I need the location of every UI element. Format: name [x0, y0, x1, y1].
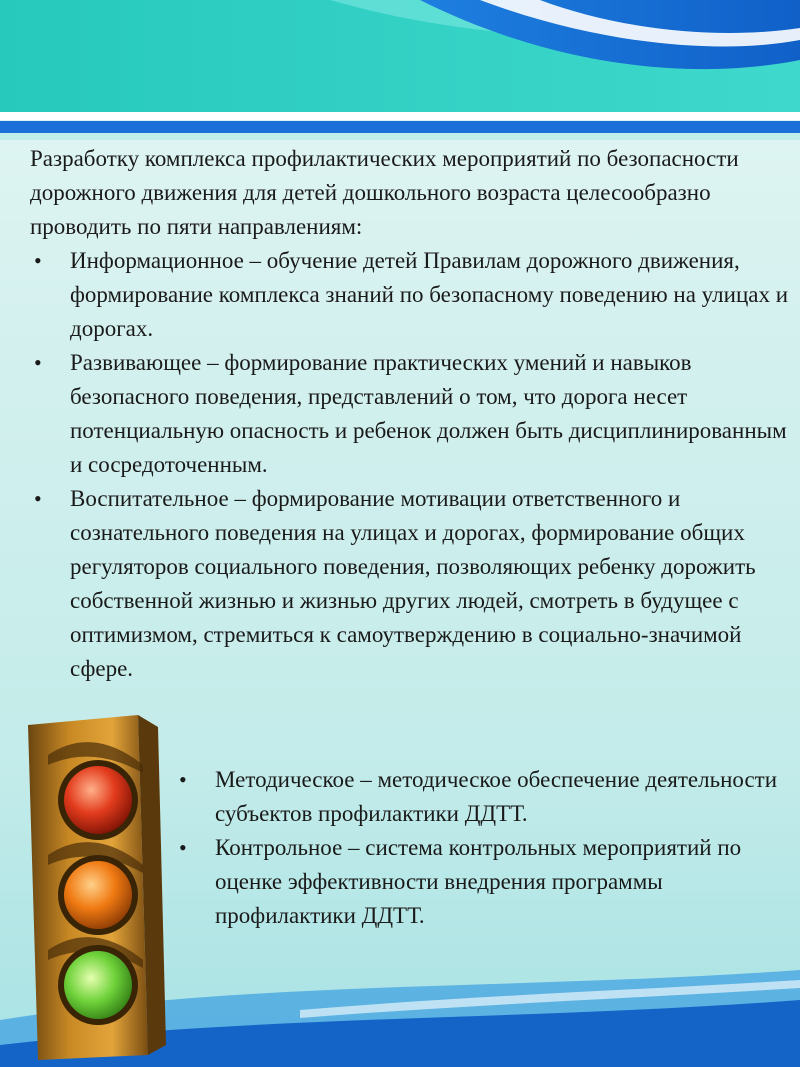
direction-item-informational: • Информационное – обучение детей Правилам дорожного движения, формирование комплекса знаний по безопасному поведению на улицах и дорогах. — [30, 244, 790, 346]
directions-list — [30, 244, 790, 686]
secondary-text-block — [175, 763, 785, 933]
traffic-light-icon — [18, 715, 168, 1060]
directions-list-continued — [175, 763, 785, 933]
header-wave-decoration — [0, 0, 800, 140]
main-text-block — [30, 142, 790, 686]
direction-item-methodical: • Методическое – методическое обеспечение деятельности субъектов профилактики ДДТТ. — [175, 763, 785, 831]
direction-item-developing: • Развивающее – формирование практических умений и навыков безопасного поведения, представлений о том, что дорога несет потенциальную опасность и ребенок должен быть дисциплинированным и сосредоточенным. — [30, 346, 790, 482]
direction-item-educational: • Воспитательное – формирование мотивации ответственного и сознательного поведения на улицах и дорогах, формирование общих регуляторов социального поведения, позволяющих ребенку дорожить собственной жизнью и жизнью других людей, смотреть в будущее с оптимизмом, стремиться к самоутверждению в социально-значимой сфере. — [30, 482, 790, 686]
direction-item-control: • Контрольное – система контрольных мероприятий по оценке эффективности внедрения программы профилактики ДДТТ. — [175, 831, 785, 933]
intro-paragraph: Разработку комплекса профилактических мероприятий по безопасности дорожного движения для детей дошкольного возраста целесообразно проводить по пяти направлениям: — [30, 146, 739, 239]
